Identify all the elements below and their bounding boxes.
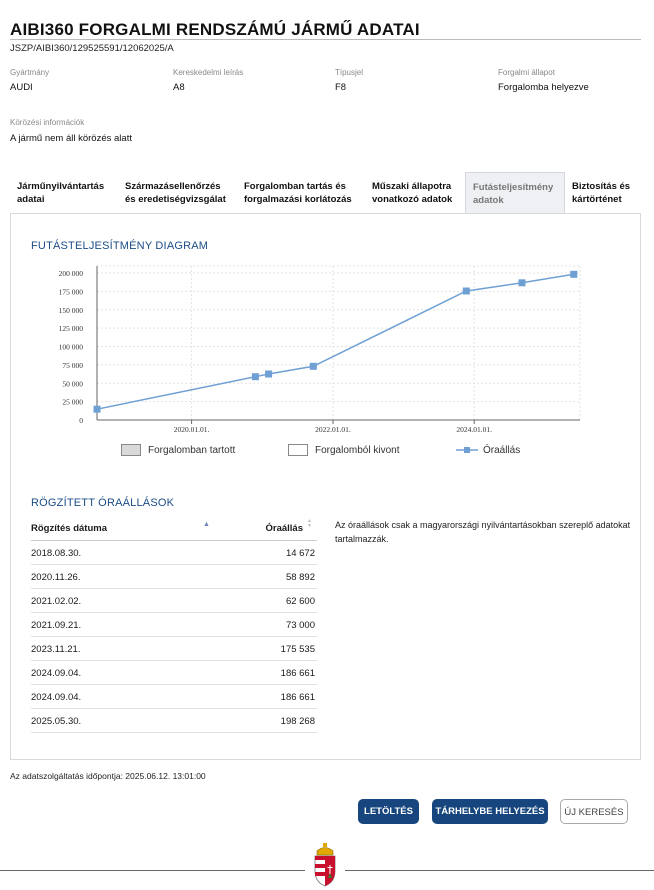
reading-value: 73 000 [285,620,315,631]
table-row [31,637,317,661]
table-row [31,589,317,613]
save-to-storage-button[interactable]: TÁRHELYBE HELYEZÉS [432,799,548,824]
readings-title: RÖGZÍTETT ÓRAÁLLÁSOK [31,497,175,509]
reading-date: 2023.11.21. [31,644,81,655]
table-row [31,613,317,637]
reference-number: JSZP/AIBI360/129525591/12062025/A [10,43,174,54]
download-button[interactable]: LETÖLTÉS [358,799,419,824]
sort-icon[interactable]: ▲ ▼ [307,518,312,529]
y-tick-label: 75 000 [62,360,83,370]
commercial-label: Kereskedelmi leírás [173,68,244,77]
manufacturer-value: AUDI [10,82,33,93]
tab-technical-condition[interactable] [365,172,465,213]
reading-value: 186 661 [280,692,315,703]
tab-label-line1: Származásellenőrzés [125,181,221,192]
hungarian-coat-of-arms-icon [311,843,339,888]
tab-label-line1: Forgalomban tartás és [244,181,346,192]
reading-date: 2021.02.02. [31,596,82,607]
status-label: Forgalmi állapot [498,68,555,77]
legend-label: Óraállás [483,445,521,456]
y-tick-label: 125 000 [58,324,83,334]
tab-bar [10,172,641,214]
tab-label-line2: adatai [17,194,45,205]
new-search-button[interactable]: ÚJ KERESÉS [560,799,628,824]
sort-ascending-icon[interactable]: ▲ [203,521,210,528]
y-tick-label: 25 000 [62,397,83,407]
table-body [31,541,317,733]
tab-label-line1: Járműnyilvántartás [17,181,105,192]
tab-label-line2: vonatkozó adatok [372,194,453,205]
type-value: F8 [335,82,347,93]
y-tick-label: 200 000 [58,269,83,278]
y-tick-label: 100 000 [58,342,83,352]
readings-note: Az óraállások csak a magyarországi nyilvántartásokban szereplő adatokat tartalmazzák. [335,520,631,544]
reading-value: 186 661 [280,668,315,679]
readings-table [31,516,317,733]
legend-swatch-gray [121,444,141,456]
reading-date: 2025.05.30. [31,716,82,727]
tab-circulation-restrictions[interactable] [237,172,365,213]
footer-divider-left [0,870,305,871]
x-tick-label: 2024.01.01. [456,425,493,434]
tab-mileage[interactable] [465,172,565,214]
tab-vehicle-registry[interactable] [10,172,118,213]
reading-value: 198 268 [280,716,315,727]
reading-date: 2024.09.04. [31,668,82,679]
x-tick-label: 2022.01.01. [315,425,351,434]
tab-label-line2: forgalmazási korlátozás [244,194,352,205]
reading-value: 14 672 [285,548,315,559]
column-header-value[interactable]: Óraállás [265,523,303,534]
title-divider [10,39,641,40]
manufacturer-label: Gyártmány [10,68,50,77]
reading-value: 58 892 [285,572,315,583]
status-value: Forgalomba helyezve [498,82,589,93]
footer-divider-right [345,870,654,871]
y-tick-label: 50 000 [62,379,83,389]
reading-date: 2021.09.21. [31,620,82,631]
y-tick-label: 150 000 [58,305,83,315]
table-row [31,709,317,733]
page-title: AIBI360 FORGALMI RENDSZÁMÚ JÁRMŰ ADATAI [10,20,420,39]
tab-origin-check[interactable] [118,172,237,213]
tab-label-line2: és eredetiségvizsgálat [125,194,226,205]
tab-label-line1: Műszaki állapotra [372,181,452,192]
tab-label-line1: Biztosítás és [572,181,631,192]
table-row [31,565,317,589]
reading-date: 2020.11.26. [31,572,81,583]
tab-label-line2: adatok [473,195,504,206]
x-tick-label: 2020.01.01. [173,425,210,434]
reading-value: 62 600 [285,596,315,607]
table-row [31,541,317,565]
column-header-date[interactable]: Rögzítés dátuma [31,523,108,534]
commercial-value: A8 [173,82,185,93]
data-timestamp: Az adatszolgáltatás időpontja: 2025.06.12. 13:01:00 [10,771,206,781]
table-row [31,661,317,685]
table-header [31,516,317,541]
diagram-title: FUTÁSTELJESÍTMÉNY DIAGRAM [31,240,209,252]
table-row [31,685,317,709]
legend-line-marker-icon [456,444,478,456]
wanted-label: Körözési információk [10,118,85,127]
y-tick-label: 0 [79,416,83,425]
wanted-value: A jármű nem áll körözés alatt [10,133,132,144]
y-tick-label: 175 000 [58,287,83,297]
legend-label: Forgalomban tartott [148,445,236,456]
reading-date: 2024.09.04. [31,692,82,703]
tab-label-line2: kártörténet [572,194,622,205]
legend-label: Forgalomból kivont [315,445,400,456]
type-label: Típusjel [335,68,364,77]
tab-insurance[interactable] [565,172,641,213]
tab-label-line1: Futásteljesítmény [473,182,554,193]
legend-swatch-white [288,444,308,456]
reading-date: 2018.08.30. [31,548,82,559]
reading-value: 175 535 [280,644,315,655]
